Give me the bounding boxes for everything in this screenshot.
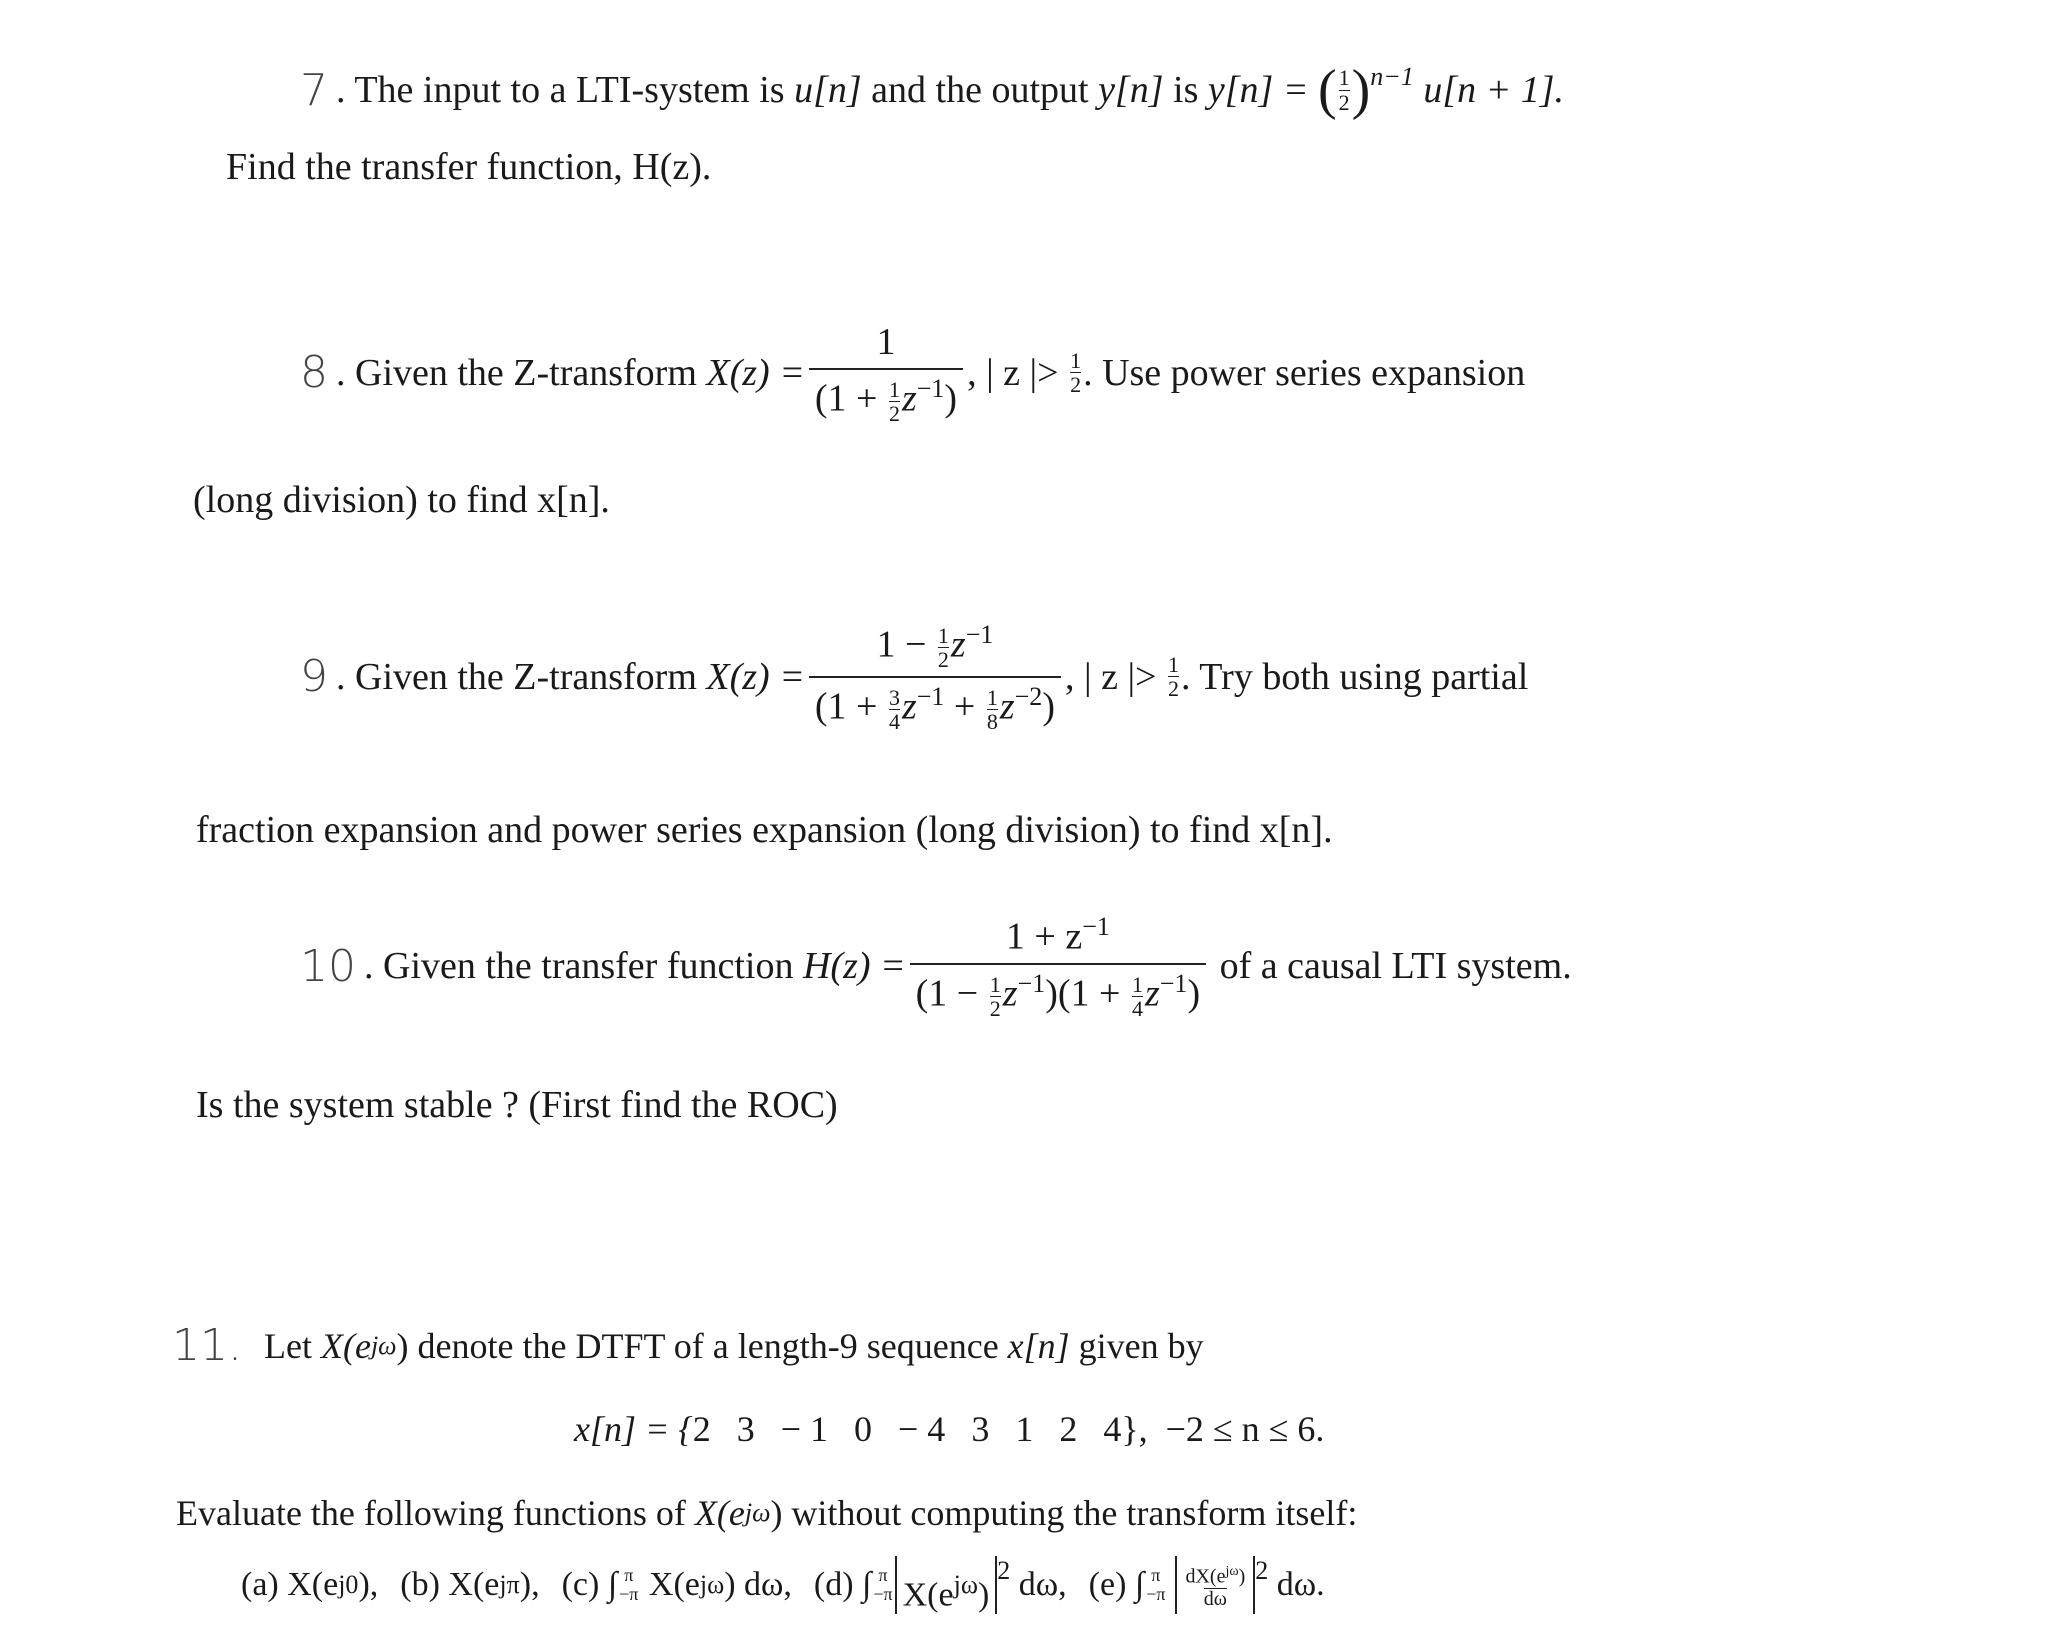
integral-limits xyxy=(1146,1566,1165,1604)
denominator xyxy=(809,676,1061,734)
text: )(1 + xyxy=(1045,972,1130,1015)
question-10-line-1 xyxy=(300,912,1572,1020)
exponent: −1 xyxy=(1017,968,1046,998)
fraction xyxy=(889,378,900,425)
square: 2 xyxy=(1255,1556,1269,1585)
question-9-line-1 xyxy=(300,620,1528,733)
dtft-symbol: X(e xyxy=(320,1325,371,1366)
exponent: n−1 xyxy=(1370,62,1414,91)
question-7-line-2: Find the transfer function, H(z). xyxy=(226,146,712,188)
sequence-values xyxy=(693,1408,1122,1450)
text: 1 + z xyxy=(1005,915,1083,958)
variable: z xyxy=(950,623,966,666)
variable: z xyxy=(901,685,917,728)
fraction xyxy=(1168,653,1179,700)
derivative xyxy=(1185,1565,1245,1610)
numerator: 1 xyxy=(888,377,900,403)
integral-limits xyxy=(619,1566,638,1604)
numerator: 1 xyxy=(986,684,998,710)
numerator: 1 xyxy=(1070,348,1082,374)
item-b: (b) X(e xyxy=(400,1566,500,1603)
sequence-value: 4 xyxy=(1103,1409,1122,1449)
sequence-value: 3 xyxy=(736,1409,755,1449)
text: ) denote the DTFT of a length-9 sequence xyxy=(396,1325,1008,1366)
sequence-value: 1 xyxy=(1015,1409,1034,1449)
fraction xyxy=(889,686,900,733)
question-8-line-2: (long division) to find x[n]. xyxy=(193,479,610,521)
denominator: 2 xyxy=(888,401,900,427)
sequence-value: − 4 xyxy=(898,1409,946,1449)
fraction xyxy=(1070,349,1081,396)
exponent: jπ xyxy=(499,1570,520,1599)
text: . Given the Z-transform xyxy=(336,655,707,698)
exponent: −1 xyxy=(916,374,945,403)
exponent: −1 xyxy=(916,681,945,711)
integral-limits xyxy=(873,1566,892,1604)
lower-limit: −π xyxy=(1146,1584,1166,1604)
fraction xyxy=(987,686,998,733)
text: X(e xyxy=(640,1566,700,1603)
numerator xyxy=(1000,912,1116,963)
fraction xyxy=(990,973,1001,1020)
sequence-value: 2 xyxy=(1059,1409,1078,1449)
denominator xyxy=(809,368,963,426)
text: (1 − xyxy=(915,972,988,1015)
input-signal: u[n] xyxy=(794,69,862,111)
variable: z xyxy=(1002,972,1018,1015)
text: (1 + xyxy=(814,377,887,420)
denominator: dω xyxy=(1203,1587,1227,1610)
variable: z xyxy=(901,377,917,420)
numerator xyxy=(870,620,999,676)
magnitude: $X(e^{j\omega})$ xyxy=(895,1556,998,1614)
equation-lhs: X(z) = xyxy=(706,351,805,394)
roc: , | z |> xyxy=(967,351,1069,394)
denominator: 2 xyxy=(1167,676,1179,702)
text: . Given the Z-transform xyxy=(336,351,707,394)
text: of a causal LTI system. xyxy=(1210,945,1572,988)
text: and the output xyxy=(861,69,1099,111)
exponent: jω xyxy=(1225,1563,1239,1579)
paren: ) xyxy=(1351,59,1371,121)
question-number-7: 7 xyxy=(300,64,328,116)
equation-lhs: y[n] = xyxy=(1207,69,1318,111)
text: . Try both using partial xyxy=(1180,655,1529,698)
fraction xyxy=(1132,973,1143,1020)
text: 1 − xyxy=(876,623,936,666)
denominator: 2 xyxy=(1070,372,1082,398)
denominator: 2 xyxy=(937,647,949,673)
text: dω. xyxy=(1268,1566,1325,1603)
question-number-8: 8 xyxy=(300,347,328,399)
item-c: (c) ∫ xyxy=(561,1566,618,1603)
text: . The input to a LTI-system is xyxy=(336,69,795,111)
roc: , | z |> xyxy=(1064,655,1166,698)
denominator: 8 xyxy=(986,708,998,734)
numerator: $dX(e^{j\omega})$ xyxy=(1185,1563,1246,1588)
numerator: 1 xyxy=(1131,972,1143,997)
question-11-items xyxy=(241,1556,1325,1614)
sequence-value: − 1 xyxy=(780,1409,828,1449)
text: ), xyxy=(358,1566,379,1603)
fraction xyxy=(1339,66,1350,113)
denominator xyxy=(910,963,1206,1021)
transform-fraction xyxy=(809,320,963,426)
upper-limit: π xyxy=(624,1565,634,1586)
question-10-line-2: Is the system stable ? (First find the ROC) xyxy=(196,1084,838,1126)
text: ) xyxy=(944,377,958,420)
square: 2 xyxy=(997,1556,1011,1585)
text: is xyxy=(1163,69,1208,111)
numerator: 1 xyxy=(937,623,949,649)
sequence-definition xyxy=(574,1408,1324,1450)
numerator: 3 xyxy=(888,684,900,710)
text: . Given the transfer function xyxy=(364,945,803,988)
question-11-line-3 xyxy=(176,1492,1357,1534)
denominator: 2 xyxy=(989,996,1001,1022)
denominator: 4 xyxy=(888,708,900,734)
text: X(e xyxy=(902,1576,954,1614)
exponent: −1 xyxy=(1082,912,1110,941)
sequence-lhs: x[n] = { xyxy=(574,1409,693,1449)
item-a: (a) X(e xyxy=(241,1566,339,1603)
exponent: jω xyxy=(699,1570,725,1599)
upper-limit: π xyxy=(878,1565,888,1586)
exponent: −1 xyxy=(1159,968,1188,998)
text: ) dω, xyxy=(724,1566,792,1603)
text: ) without computing the transform itself: xyxy=(770,1493,1358,1533)
equation-lhs: H(z) = xyxy=(802,945,906,988)
paren: ( xyxy=(1317,59,1337,121)
equation-lhs: X(z) = xyxy=(706,655,805,698)
text: dX(e xyxy=(1185,1565,1226,1588)
text: Evaluate the following functions of xyxy=(176,1493,695,1533)
text: ), xyxy=(519,1566,540,1603)
item-e: (e) ∫ xyxy=(1088,1566,1145,1603)
sequence-value: 0 xyxy=(854,1409,872,1449)
exponent: jω xyxy=(953,1570,978,1599)
text: + xyxy=(944,685,985,728)
variable: z xyxy=(1144,972,1160,1015)
question-9-line-2: fraction expansion and power series expansion (long division) to find x[n]. xyxy=(196,809,1333,851)
exponent: jω xyxy=(370,1330,397,1360)
output-signal: y[n] xyxy=(1098,69,1164,111)
transform-fraction xyxy=(809,620,1061,733)
numerator: 1 xyxy=(1338,65,1350,91)
question-number-9: 9 xyxy=(300,651,328,703)
question-number-11: 11. xyxy=(172,1320,242,1371)
transfer-function-fraction xyxy=(910,912,1206,1020)
fraction xyxy=(938,624,949,671)
dtft-symbol: X(e xyxy=(694,1493,745,1533)
question-7-line-1 xyxy=(300,59,1565,121)
upper-limit: π xyxy=(1151,1565,1161,1586)
exponent: −2 xyxy=(1014,681,1043,711)
sequence-symbol: x[n] xyxy=(1007,1325,1070,1366)
lower-limit: −π xyxy=(873,1584,893,1604)
text: ) xyxy=(1042,685,1055,728)
question-8-line-1 xyxy=(300,320,1525,426)
sequence-value: 2 xyxy=(692,1409,711,1449)
question-number-10: 10 xyxy=(300,940,356,992)
magnitude xyxy=(1175,1556,1255,1614)
text: . Use power series expansion xyxy=(1083,351,1526,394)
numerator: 1 xyxy=(989,972,1001,997)
sequence-range: }, −2 ≤ n ≤ 6. xyxy=(1121,1409,1325,1449)
denominator: 2 xyxy=(1338,89,1350,115)
variable: z xyxy=(999,685,1015,728)
text: (1 + xyxy=(814,685,887,728)
text: given by xyxy=(1069,1325,1204,1366)
denominator: 4 xyxy=(1131,996,1143,1022)
numerator: 1 xyxy=(1167,651,1179,677)
item-d: (d) ∫ xyxy=(813,1566,872,1603)
text: Let xyxy=(263,1325,321,1366)
exponent: jω xyxy=(744,1498,771,1527)
numerator: 1 xyxy=(876,321,896,363)
lower-limit: −π xyxy=(619,1584,639,1604)
exponent: j0 xyxy=(338,1570,359,1599)
text: dω, xyxy=(1010,1566,1067,1603)
sequence-value: 3 xyxy=(971,1409,990,1449)
equation-rhs: u[n + 1]. xyxy=(1413,69,1565,111)
question-11-line-1 xyxy=(172,1320,1204,1371)
exponent: −1 xyxy=(965,620,994,649)
text: ) xyxy=(1187,972,1201,1015)
